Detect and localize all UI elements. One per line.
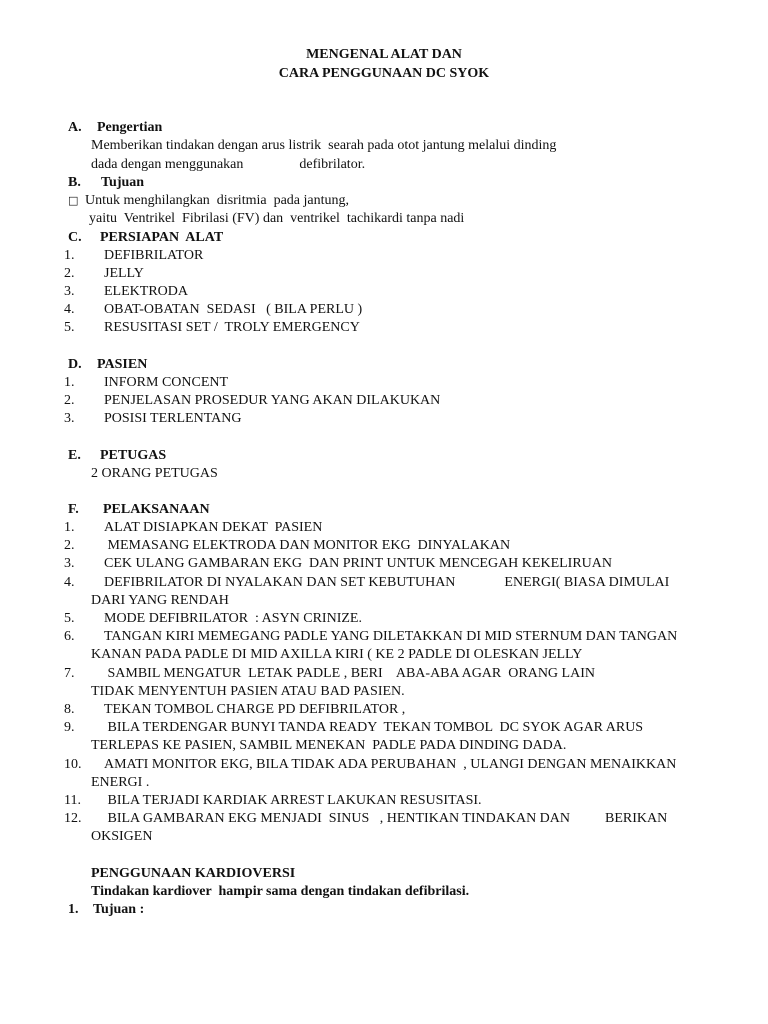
list-number: 12. — [64, 811, 82, 826]
list-number: 4. — [64, 302, 75, 317]
list-number: 1. — [68, 902, 79, 917]
list-item: TANGAN KIRI MEMEGANG PADLE YANG DILETAKKAN DI MID STERNUM DAN TANGAN — [104, 629, 678, 644]
section-b-letter: B. — [68, 175, 81, 190]
list-number: 3. — [64, 411, 75, 426]
list-item: CEK ULANG GAMBARAN EKG DAN PRINT UNTUK MENCEGAH KEKELIRUAN — [104, 556, 612, 571]
list-number: 10. — [64, 757, 82, 772]
list-item: RESUSITASI SET / TROLY EMERGENCY — [104, 320, 360, 335]
list-item: BILA TERDENGAR BUNYI TANDA READY TEKAN TOMBOL DC SYOK AGAR ARUS — [104, 720, 644, 735]
title-line-2: CARA PENGGUNAAN DC SYOK — [278, 66, 490, 81]
list-item: BILA TERJADI KARDIAK ARREST LAKUKAN RESUSITASI. — [104, 793, 482, 808]
list-item-continuation: DARI YANG RENDAH — [91, 593, 229, 608]
list-item: DEFIBRILATOR — [104, 248, 204, 263]
section-d-heading: PASIEN — [97, 357, 148, 372]
section-d-letter: D. — [68, 357, 82, 372]
list-item-continuation: KANAN PADA PADLE DI MID AXILLA KIRI ( KE 2 PADLE DI OLESKAN JELLY — [91, 647, 583, 662]
list-number: 8. — [64, 702, 75, 717]
list-item: BILA GAMBARAN EKG MENJADI SINUS , HENTIKAN TINDAKAN DAN BERIKAN — [104, 811, 668, 826]
list-item: MEMASANG ELEKTRODA DAN MONITOR EKG DINYALAKAN — [104, 538, 511, 553]
list-item: DEFIBRILATOR DI NYALAKAN DAN SET KEBUTUHAN ENERGI( BIASA DIMULAI — [104, 575, 670, 590]
section-b-line-2: yaitu Ventrikel Fibrilasi (FV) dan ventrikel tachikardi tanpa nadi — [89, 211, 465, 226]
list-number: 11. — [64, 793, 81, 808]
section-c-heading: PERSIAPAN ALAT — [100, 230, 224, 245]
list-item: INFORM CONCENT — [104, 375, 229, 390]
list-item: AMATI MONITOR EKG, BILA TIDAK ADA PERUBAHAN , ULANGI DENGAN MENAIKKAN — [104, 757, 677, 772]
section-f-heading: PELAKSANAAN — [103, 502, 210, 517]
list-item: ALAT DISIAPKAN DEKAT PASIEN — [104, 520, 323, 535]
list-number: 2. — [64, 266, 75, 281]
section-e-letter: E. — [68, 448, 81, 463]
section-e-text: 2 ORANG PETUGAS — [91, 466, 218, 481]
list-number: 1. — [64, 520, 75, 535]
list-item: POSISI TERLENTANG — [104, 411, 242, 426]
section-f-letter: F. — [68, 502, 79, 517]
list-number: 9. — [64, 720, 75, 735]
list-item-continuation: ENERGI . — [91, 775, 150, 790]
section-a-line-2: dada dengan menggunakan defibrilator. — [91, 157, 366, 172]
list-item: ELEKTRODA — [104, 284, 188, 299]
list-number: 2. — [64, 393, 75, 408]
list-item: Tujuan : — [93, 902, 145, 917]
list-item-continuation: OKSIGEN — [91, 829, 153, 844]
kardioversi-subtitle: Tindakan kardiover hampir sama dengan tindakan defibrilasi. — [91, 884, 470, 899]
list-number: 1. — [64, 375, 75, 390]
section-b-line-1: Untuk menghilangkan disritmia pada jantung, — [85, 193, 350, 208]
section-c-letter: C. — [68, 230, 82, 245]
section-b-heading: Tujuan — [101, 175, 145, 190]
list-number: 3. — [64, 556, 75, 571]
section-e-heading: PETUGAS — [100, 448, 167, 463]
list-item: JELLY — [104, 266, 144, 281]
list-item: TEKAN TOMBOL CHARGE PD DEFIBRILATOR , — [104, 702, 406, 717]
list-item-continuation: TERLEPAS KE PASIEN, SAMBIL MENEKAN PADLE PADA DINDING DADA. — [91, 738, 567, 753]
list-item-continuation: TIDAK MENYENTUH PASIEN ATAU BAD PASIEN. — [91, 684, 405, 699]
list-number: 6. — [64, 629, 75, 644]
list-item: PENJELASAN PROSEDUR YANG AKAN DILAKUKAN — [104, 393, 441, 408]
list-item: SAMBIL MENGATUR LETAK PADLE , BERI ABA-ABA AGAR ORANG LAIN — [104, 666, 595, 681]
list-number: 2. — [64, 538, 75, 553]
list-number: 4. — [64, 575, 75, 590]
section-a-letter: A. — [68, 120, 82, 135]
list-item: MODE DEFIBRILATOR : ASYN CRINIZE. — [104, 611, 362, 626]
list-number: 5. — [64, 320, 75, 335]
list-number: 1. — [64, 248, 75, 263]
kardioversi-heading: PENGGUNAAN KARDIOVERSI — [91, 866, 296, 881]
section-a-line-1: Memberikan tindakan dengan arus listrik searah pada otot jantung melalui dinding — [91, 138, 557, 153]
section-a-heading: Pengertian — [97, 120, 163, 135]
list-item: OBAT-OBATAN SEDASI ( BILA PERLU ) — [104, 302, 363, 317]
list-number: 5. — [64, 611, 75, 626]
title-line-1: MENGENAL ALAT DAN — [306, 47, 462, 62]
list-number: 7. — [64, 666, 75, 681]
list-number: 3. — [64, 284, 75, 299]
bullet-box-icon: □ — [68, 194, 79, 207]
